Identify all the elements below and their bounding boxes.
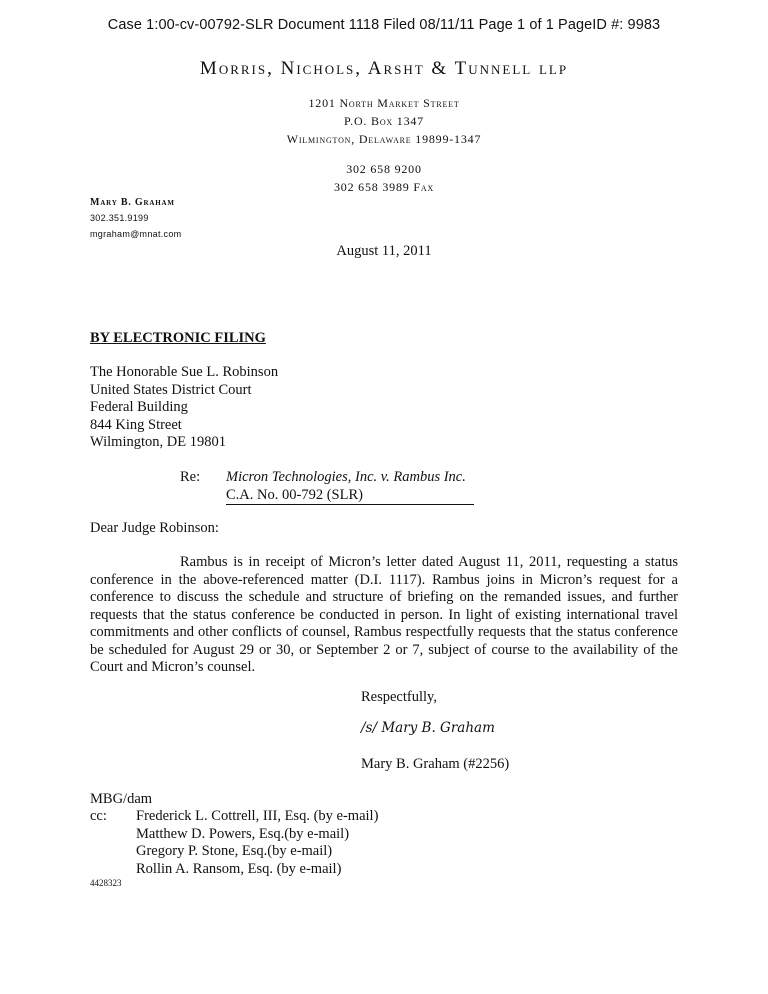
typist-initials: MBG/dam xyxy=(90,791,153,807)
document-number: 4428323 xyxy=(90,878,122,888)
closing: Respectfully, xyxy=(361,689,437,705)
body-paragraph: Rambus is in receipt of Micron’s letter dated August 11, 2011, requesting a status conference in the above-referenced matter (D.I. 1117). Rambus joins in Micron’s request for a conference to discuss the schedule and structure of briefing on the remanded issues, and further requests that the status conference be conducted in person. In light of existing international travel commitments and other conflicts of counsel, Rambus respectfully requests that the status conference be scheduled for August 29 or 30, or September 2 or 7, subject of course to the availability of the Court and Micron’s counsel. xyxy=(90,554,678,675)
addressee-line: United States District Court xyxy=(90,381,252,398)
addressee-line: 844 King Street xyxy=(90,416,182,433)
case-name: Micron Technologies, Inc. v. Rambus Inc. xyxy=(226,469,466,485)
sender-email: mgraham@mnat.com xyxy=(90,229,182,239)
addressee-line: Federal Building xyxy=(90,399,188,415)
filing-method: BY ELECTRONIC FILING xyxy=(90,330,266,346)
re-label: Re: xyxy=(180,469,201,485)
firm-name: Morris, Nichols, Arsht & Tunnell llp xyxy=(199,58,569,79)
cc-item: Gregory P. Stone, Esq.(by e-mail) xyxy=(136,843,333,859)
firm-fax: 302 658 3989 Fax xyxy=(333,180,435,194)
case-header: Case 1:00-cv-00792-SLR Document 1118 Filed 08/11/11 Page 1 of 1 PageID #: 9983 xyxy=(107,17,661,33)
letter-date: August 11, 2011 xyxy=(336,243,432,259)
signature: /s/ Mary B. Graham xyxy=(361,720,495,736)
addressee-line: The Honorable Sue L. Robinson xyxy=(90,364,279,380)
cc-label: cc: xyxy=(90,808,107,824)
addressee-line: Wilmington, DE 19801 xyxy=(90,434,226,450)
firm-phone: 302 658 9200 xyxy=(346,162,422,176)
re-case-block xyxy=(226,469,474,505)
salutation: Dear Judge Robinson: xyxy=(90,520,219,536)
cc-item: Rollin A. Ransom, Esq. (by e-mail) xyxy=(136,860,342,877)
firm-city: Wilmington, Delaware 19899-1347 xyxy=(286,132,482,146)
signer-name: Mary B. Graham (#2256) xyxy=(361,756,510,772)
cc-item: Frederick L. Cottrell, III, Esq. (by e-mail) xyxy=(136,808,379,824)
firm-po-box: P.O. Box 1347 xyxy=(344,114,424,128)
sender-name: Mary B. Graham xyxy=(90,197,175,208)
cc-list xyxy=(136,808,378,878)
addressee-block xyxy=(90,364,278,452)
firm-street: 1201 North Market Street xyxy=(308,96,460,110)
cc-item: Matthew D. Powers, Esq.(by e-mail) xyxy=(136,825,350,842)
case-number: C.A. No. 00-792 (SLR) xyxy=(226,487,474,505)
sender-phone: 302.351.9199 xyxy=(90,213,149,223)
